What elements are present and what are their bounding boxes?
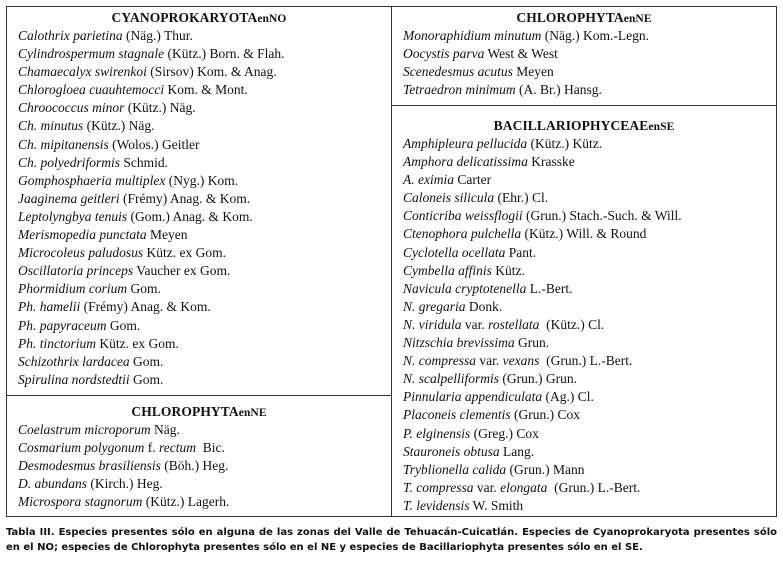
species-author: Kom. & Mont. bbox=[167, 82, 248, 98]
species-author: (Böh.) Heg. bbox=[164, 458, 229, 474]
species-author: Vaucher ex Gom. bbox=[136, 263, 231, 279]
section-chlorophyta-ne-right bbox=[392, 9, 776, 99]
species-author: Gom. bbox=[133, 371, 164, 387]
species-name: Navicula cryptotenella bbox=[403, 280, 527, 296]
species-entry bbox=[392, 461, 776, 479]
species-entry bbox=[7, 244, 391, 262]
species-entry bbox=[7, 154, 391, 172]
species-author: (Greg.) Cox bbox=[473, 425, 539, 441]
species-author: (Gom.) Anag. & Kom. bbox=[130, 208, 253, 224]
species-name: N. gregaria bbox=[403, 298, 466, 314]
species-name: Monoraphidium minutum bbox=[403, 28, 542, 43]
species-name: Tryblionella calida bbox=[403, 461, 507, 477]
species-entry bbox=[392, 81, 776, 99]
species-entry bbox=[7, 317, 391, 335]
species-entry bbox=[392, 388, 776, 406]
species-author: (Kütz.) Born. & Flah. bbox=[167, 46, 285, 62]
species-list bbox=[7, 421, 391, 511]
species-name: T. levidensis bbox=[403, 497, 470, 513]
species-name: Chamaecalyx swirenkoi bbox=[18, 64, 147, 80]
species-author: var. bbox=[479, 353, 503, 369]
species-entry bbox=[392, 207, 776, 225]
species-entry bbox=[7, 335, 391, 353]
species-author: Donk. bbox=[468, 298, 503, 314]
species-name: Oscillatoria princeps bbox=[18, 263, 134, 279]
species-entry bbox=[7, 99, 391, 117]
species-name: Caloneis silicula bbox=[403, 190, 495, 206]
species-name: Scenedesmus acutus bbox=[403, 64, 513, 80]
species-author: (Kütz.) Cl. bbox=[542, 316, 605, 332]
species-name: D. abundans bbox=[18, 476, 88, 492]
species-list bbox=[7, 27, 391, 389]
species-name: A. eximia bbox=[403, 172, 454, 188]
right-row-divider bbox=[392, 105, 776, 106]
species-author: (Kirch.) Heg. bbox=[90, 476, 163, 492]
species-name: Stauroneis obtusa bbox=[403, 443, 500, 459]
species-name: Ph. hamelii bbox=[18, 299, 81, 315]
section-heading: CYANOPROKARYOTAenNO bbox=[111, 10, 287, 25]
left-row-divider bbox=[7, 395, 391, 396]
species-name: Microcoleus paludosus bbox=[18, 245, 144, 261]
species-author: Meyen bbox=[516, 64, 554, 80]
species-list bbox=[392, 135, 776, 515]
species-author: (Grun.) Mann bbox=[509, 461, 585, 477]
species-name: Cosmarium polygonum bbox=[18, 440, 145, 456]
species-entry bbox=[7, 421, 391, 439]
species-author: var. bbox=[464, 316, 489, 332]
species-entry bbox=[392, 280, 776, 298]
species-author: L.-Bert. bbox=[529, 280, 573, 296]
species-name: elongata bbox=[500, 479, 548, 495]
species-name: T. compressa bbox=[403, 479, 474, 495]
species-entry bbox=[7, 226, 391, 244]
species-name: Cyclotella ocellata bbox=[403, 244, 506, 260]
section-heading: BACILLARIOPHYCEAEenSE bbox=[493, 118, 675, 133]
species-entry bbox=[7, 457, 391, 475]
species-author: Schmid. bbox=[123, 154, 169, 170]
species-entry bbox=[392, 171, 776, 189]
species-author: Kütz. bbox=[495, 262, 525, 278]
species-entry bbox=[392, 153, 776, 171]
species-author: (Frémy) Anag. & Kom. bbox=[83, 299, 211, 315]
species-entry bbox=[7, 208, 391, 226]
species-author: Lang. bbox=[503, 443, 535, 459]
species-author: (Frémy) Anag. & Kom. bbox=[122, 190, 251, 206]
species-name: Ctenophora pulchella bbox=[403, 226, 522, 242]
species-entry bbox=[7, 117, 391, 135]
species-name: Chroococcus minor bbox=[18, 100, 125, 116]
species-name: Spirulina nordstedtii bbox=[18, 371, 130, 387]
species-name: Schizothrix lardacea bbox=[18, 353, 130, 369]
species-name: Ch. polyedriformis bbox=[18, 154, 121, 170]
species-author: Bic. bbox=[199, 440, 225, 456]
species-author: Gom. bbox=[109, 317, 141, 333]
species-entry bbox=[7, 27, 391, 45]
species-name: Merismopedia punctata bbox=[18, 227, 147, 243]
species-author: Näg. bbox=[154, 422, 180, 437]
species-entry bbox=[7, 63, 391, 81]
species-author: (Näg.) Thur. bbox=[126, 28, 193, 43]
species-entry bbox=[7, 371, 391, 389]
species-entry bbox=[392, 27, 776, 45]
species-author: Grun. bbox=[518, 335, 550, 351]
species-entry bbox=[7, 353, 391, 371]
species-name: Desmodesmus brasiliensis bbox=[18, 458, 161, 474]
species-author: (Kütz.) Will. & Round bbox=[524, 226, 647, 242]
species-author: (Wolos.) Geitler bbox=[112, 136, 200, 152]
species-entry bbox=[392, 479, 776, 497]
species-author: (Kütz.) Kütz. bbox=[530, 136, 603, 151]
species-name: Cylindrospermum stagnale bbox=[18, 46, 165, 62]
species-entry bbox=[7, 81, 391, 99]
species-entry bbox=[392, 316, 776, 334]
species-author: Kütz. ex Gom. bbox=[146, 245, 226, 261]
species-entry bbox=[392, 334, 776, 352]
species-name: Placoneis clementis bbox=[403, 407, 511, 423]
species-name: Oocystis parva bbox=[403, 46, 485, 62]
species-entry bbox=[392, 406, 776, 424]
species-name: Calothrix parietina bbox=[18, 28, 123, 43]
species-entry bbox=[392, 225, 776, 243]
species-author: f. bbox=[147, 440, 160, 456]
species-author: var. bbox=[476, 479, 501, 495]
section-heading: CHLOROPHYTAenNE bbox=[516, 10, 652, 25]
species-author: Kütz. ex Gom. bbox=[99, 335, 179, 351]
species-author: (Grun.) Cox bbox=[513, 407, 580, 423]
species-name: Ch. mipitanensis bbox=[18, 136, 109, 152]
species-author: (Kütz.) Näg. bbox=[127, 100, 196, 116]
species-name: Coelastrum microporum bbox=[18, 422, 151, 437]
species-name: Ph. tinctorium bbox=[18, 335, 96, 351]
species-name: P. elginensis bbox=[403, 425, 471, 441]
species-name: Ch. minutus bbox=[18, 118, 84, 134]
species-name: rectum bbox=[159, 440, 197, 456]
species-entry bbox=[7, 262, 391, 280]
species-author: (Ag.) Cl. bbox=[545, 389, 594, 405]
species-entry bbox=[7, 45, 391, 63]
species-entry bbox=[7, 475, 391, 493]
species-name: N. viridula bbox=[403, 316, 462, 332]
species-entry bbox=[392, 443, 776, 461]
species-entry bbox=[392, 262, 776, 280]
species-name: Chlorogloea cuauhtemocci bbox=[18, 82, 165, 98]
species-author: (Kütz.) Näg. bbox=[86, 118, 155, 134]
species-entry bbox=[392, 352, 776, 370]
species-name: Cymbella affinis bbox=[403, 262, 492, 278]
species-name: rostellata bbox=[488, 316, 540, 332]
species-entry bbox=[392, 497, 776, 515]
species-entry bbox=[392, 63, 776, 81]
section-bacillariophyceae-se bbox=[392, 117, 776, 515]
species-author: Carter bbox=[457, 172, 492, 188]
species-entry bbox=[392, 298, 776, 316]
species-entry bbox=[392, 135, 776, 153]
species-author: Meyen bbox=[149, 227, 188, 243]
species-name: Ph. papyraceum bbox=[18, 317, 107, 333]
species-author: (Grun.) L.-Bert. bbox=[542, 353, 633, 369]
species-author: (Grun.) Stach.-Such. & Will. bbox=[526, 208, 682, 224]
species-entry bbox=[392, 244, 776, 262]
species-name: Amphipleura pellucida bbox=[403, 136, 528, 151]
species-name: N. compressa bbox=[403, 353, 476, 369]
species-entry bbox=[392, 370, 776, 388]
species-name: Phormidium corium bbox=[18, 281, 128, 297]
species-name: Pinnularia appendiculata bbox=[403, 389, 543, 405]
section-heading: CHLOROPHYTAenNE bbox=[131, 404, 267, 419]
species-author: (Kütz.) Lagerh. bbox=[145, 494, 230, 510]
species-name: Microspora stagnorum bbox=[18, 494, 143, 510]
species-entry bbox=[7, 136, 391, 154]
species-author: West & West bbox=[487, 46, 558, 62]
species-name: N. scalpelliformis bbox=[403, 371, 500, 387]
species-author: W. Smith bbox=[472, 497, 524, 513]
species-name: Tetraedron minimum bbox=[403, 82, 516, 98]
species-entry bbox=[7, 439, 391, 457]
section-chlorophyta-ne-left bbox=[7, 403, 391, 511]
species-name: Nitzschia brevissima bbox=[403, 335, 515, 351]
species-entry bbox=[392, 45, 776, 63]
species-list bbox=[392, 27, 776, 99]
species-author: Gom. bbox=[130, 281, 161, 297]
species-author: (A. Br.) Hansg. bbox=[519, 82, 602, 98]
species-name: Jaaginema geitleri bbox=[18, 190, 120, 206]
species-author: Pant. bbox=[508, 244, 537, 260]
species-name: Leptolyngbya tenuis bbox=[18, 208, 128, 224]
species-entry bbox=[7, 298, 391, 316]
species-author: (Grun.) Grun. bbox=[502, 371, 577, 387]
species-author: (Näg.) Kom.-Legn. bbox=[544, 28, 649, 43]
table-caption: Tabla III. Especies presentes sólo en alguna de las zonas del Valle de Tehuacán-Cuicatlán. Especies de Cyanoprokaryota presentes sólo en el NO; especies de Chlorophyta presentes sólo en el NE y especies de Bacillariophyta presentes sólo en el SE. bbox=[6, 527, 777, 553]
species-entry bbox=[7, 280, 391, 298]
species-entry bbox=[7, 493, 391, 511]
species-author: (Grun.) L.-Bert. bbox=[550, 479, 641, 495]
species-table bbox=[6, 6, 777, 517]
species-name: Conticriba weissflogii bbox=[403, 208, 523, 224]
species-author: Gom. bbox=[132, 353, 164, 369]
species-author: Krasske bbox=[531, 154, 575, 170]
species-entry bbox=[7, 172, 391, 190]
species-author: (Nyg.) Kom. bbox=[168, 172, 239, 188]
species-author: (Sirsov) Kom. & Anag. bbox=[150, 64, 277, 80]
section-cyanoprokaryota-no bbox=[7, 9, 391, 389]
species-name: vexans bbox=[502, 353, 540, 369]
species-entry bbox=[7, 190, 391, 208]
species-entry bbox=[392, 425, 776, 443]
species-author: (Ehr.) Cl. bbox=[497, 190, 549, 206]
species-name: Gomphosphaeria multiplex bbox=[18, 172, 166, 188]
species-entry bbox=[392, 189, 776, 207]
species-name: Amphora delicatissima bbox=[403, 154, 528, 170]
